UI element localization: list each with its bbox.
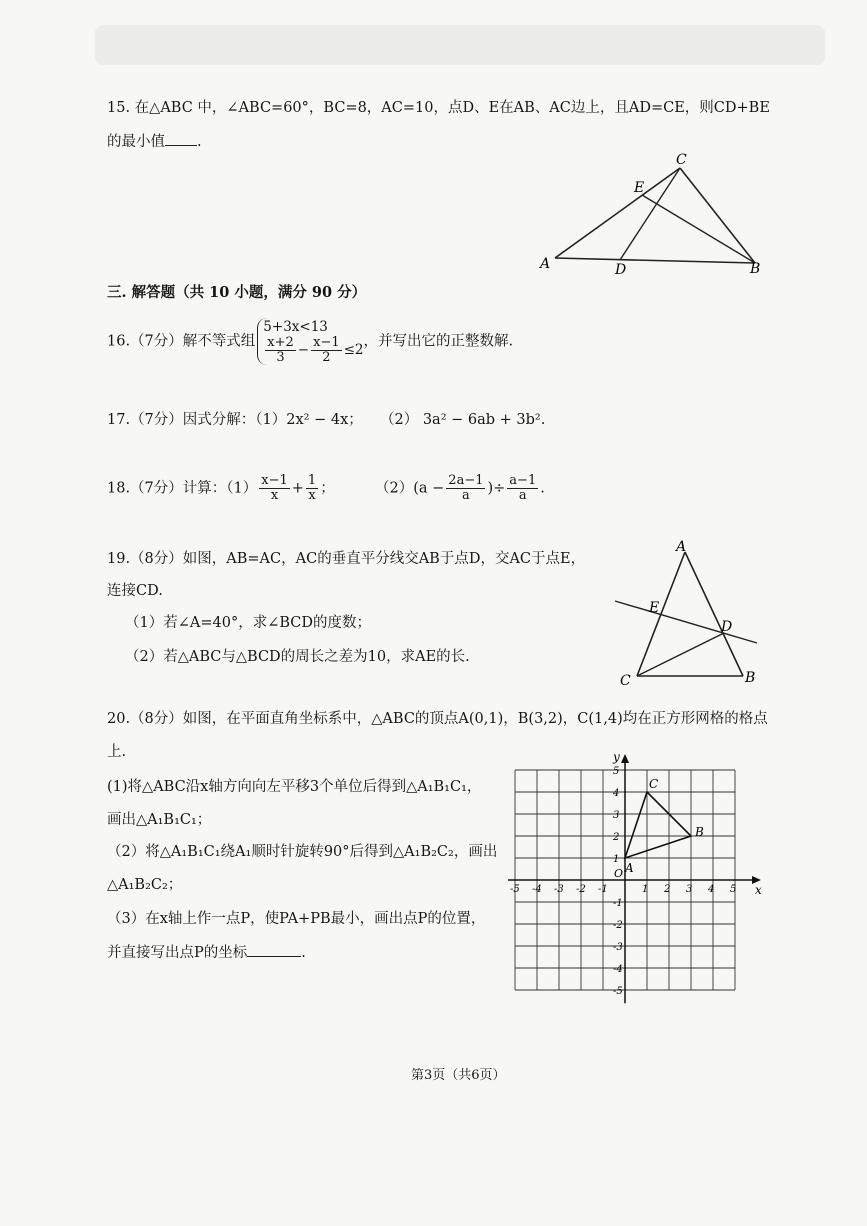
q18-f4-den: a xyxy=(518,488,527,503)
x-tick-label: -1 xyxy=(598,884,608,895)
q19-line2: 连接CD. xyxy=(107,583,163,599)
segment-cd xyxy=(620,168,680,260)
q18-f3-den: a xyxy=(462,488,470,503)
q18-f1-num: x−1 xyxy=(261,473,288,488)
segment-cd xyxy=(637,633,724,676)
y-tick-label: 5 xyxy=(613,766,620,777)
q18-f3-num: 2a−1 xyxy=(448,473,484,488)
y-tick-label: 1 xyxy=(613,854,620,865)
q16-frac1-num: x+2 xyxy=(267,335,294,350)
q16-frac2-num: x−1 xyxy=(313,335,340,350)
q16-frac1-den: 3 xyxy=(276,350,285,365)
q20-sub3-end: . xyxy=(301,945,306,961)
q16-inequality-system xyxy=(257,318,363,365)
q16-ineq1: 5+3x<13 xyxy=(263,319,328,335)
vertex-label-b: B xyxy=(695,825,704,839)
q15-line2 xyxy=(107,131,202,152)
q18-close: )÷ xyxy=(487,480,506,497)
perpendicular-bisector xyxy=(615,601,757,643)
label-e: E xyxy=(649,600,660,616)
x-axis-label: x xyxy=(755,883,762,897)
label-c: C xyxy=(676,152,687,168)
y-tick-label: 4 xyxy=(613,788,620,799)
q18-f2-num: 1 xyxy=(307,473,317,488)
q16-row xyxy=(107,318,513,365)
q15-triangle-figure xyxy=(530,150,790,280)
x-tick-label: 4 xyxy=(708,884,715,895)
y-axis-label: y xyxy=(613,752,620,764)
x-tick-label: 2 xyxy=(664,884,671,895)
q19-sub2: （2）若△ABC与△BCD的周长之差为10，求AE的长. xyxy=(125,649,470,665)
label-d: D xyxy=(721,619,733,635)
section-title: 三. 解答题（共 10 小题，满分 90 分） xyxy=(107,284,367,301)
segment-be xyxy=(642,195,755,263)
q19-triangle-figure xyxy=(605,535,765,690)
q20-line2: 上. xyxy=(107,744,127,760)
q20-sub1b: 画出△A₁B₁C₁； xyxy=(107,812,212,828)
label-a: A xyxy=(676,539,687,555)
q16-minus: − xyxy=(297,342,310,358)
q19-sub1: （1）若∠A=40°，求∠BCD的度数； xyxy=(125,615,371,631)
y-tick-label: 3 xyxy=(613,810,620,821)
label-b: B xyxy=(745,670,756,686)
label-d: D xyxy=(615,262,627,278)
x-tick-label: -3 xyxy=(554,884,564,895)
q18-f4-num: a−1 xyxy=(509,473,537,488)
x-tick-label: -4 xyxy=(532,884,542,895)
q18-part1 xyxy=(107,474,335,503)
q15-line1: 15. 在△ABC 中，∠ABC=60°，BC=8，AC=10，点D、E在AB、AC边上，且AD=CE，则CD+BE xyxy=(107,100,770,116)
q15-line2-text: 的最小值 xyxy=(107,134,165,150)
side-ac xyxy=(555,168,680,258)
vertex-label-c: C xyxy=(649,777,659,791)
q18-plus: + xyxy=(291,480,304,497)
y-tick-label: 2 xyxy=(613,832,620,843)
q18-open: (a − xyxy=(413,480,445,497)
x-tick-label: 3 xyxy=(686,884,693,895)
label-e: E xyxy=(634,180,645,196)
q16-frac2-den: 2 xyxy=(322,350,331,365)
q20-sub1a: (1)将△ABC沿x轴方向向左平移3个单位后得到△A₁B₁C₁， xyxy=(107,779,482,795)
label-c: C xyxy=(620,673,631,689)
q19-line1: 19.（8分）如图，AB=AC，AC的垂直平分线交AB于点D，交AC于点E， xyxy=(107,551,586,567)
origin-label: O xyxy=(614,867,624,880)
q18-f2-den: x xyxy=(308,488,316,503)
q20-sub3b xyxy=(107,942,306,963)
q20-sub2a: （2）将△A₁B₁C₁绕A₁顺时针旋转90°后得到△A₁B₂C₂，画出 xyxy=(107,844,498,860)
q20-answer-blank[interactable] xyxy=(247,942,301,957)
x-tick-label: -2 xyxy=(576,884,586,895)
x-tick-label: 5 xyxy=(730,884,737,895)
y-axis-arrow xyxy=(621,754,629,763)
scan-shadow xyxy=(95,25,825,65)
q15-answer-blank[interactable] xyxy=(165,131,197,146)
q15-end: . xyxy=(197,134,202,150)
q16-le: ≤2 xyxy=(343,342,364,358)
side-ab xyxy=(555,258,755,263)
page-number: 第3页（共6页） xyxy=(411,1068,506,1083)
triangle-abc xyxy=(625,792,691,858)
q18-part2-label: （2） xyxy=(375,480,414,497)
q18-end: . xyxy=(540,480,545,497)
q16-prefix: 16.（7分）解不等式组 xyxy=(107,333,256,350)
vertex-label-a: A xyxy=(625,861,634,875)
q20-coordinate-grid xyxy=(508,752,778,1012)
q20-sub3b-text: 并直接写出点P的坐标 xyxy=(107,945,248,961)
q17-part1: 17.（7分）因式分解：（1）2x² − 4x； xyxy=(107,412,363,428)
y-tick-label: -5 xyxy=(613,986,623,997)
label-b: B xyxy=(750,261,761,277)
x-tick-label: 1 xyxy=(642,884,649,895)
y-tick-label: -1 xyxy=(613,898,623,909)
q18-prefix: 18.（7分）计算：（1） xyxy=(107,480,258,497)
q16-ineq2 xyxy=(263,336,363,365)
y-tick-label: -4 xyxy=(613,964,623,975)
label-a: A xyxy=(540,256,551,272)
q18-f1-den: x xyxy=(270,488,279,503)
side-bc xyxy=(680,168,755,263)
q18-semi: ； xyxy=(320,480,335,497)
side-ab xyxy=(685,552,743,676)
x-tick-label: -5 xyxy=(510,884,520,895)
q20-sub2b: △A₁B₂C₂； xyxy=(107,877,183,893)
q18-part2 xyxy=(375,474,545,503)
y-tick-label: -2 xyxy=(613,920,623,931)
q20-line1: 20.（8分）如图，在平面直角坐标系中，△ABC的顶点A(0,1)，B(3,2)，C(1,4)均在正方形网格的格点 xyxy=(107,711,768,727)
y-tick-label: -3 xyxy=(613,942,623,953)
q17-part2: （2） 3a² − 6ab + 3b². xyxy=(380,412,546,428)
q16-suffix: ，并写出它的正整数解. xyxy=(363,333,514,350)
q20-sub3a: （3）在x轴上作一点P，使PA+PB最小，画出点P的位置， xyxy=(107,911,486,927)
